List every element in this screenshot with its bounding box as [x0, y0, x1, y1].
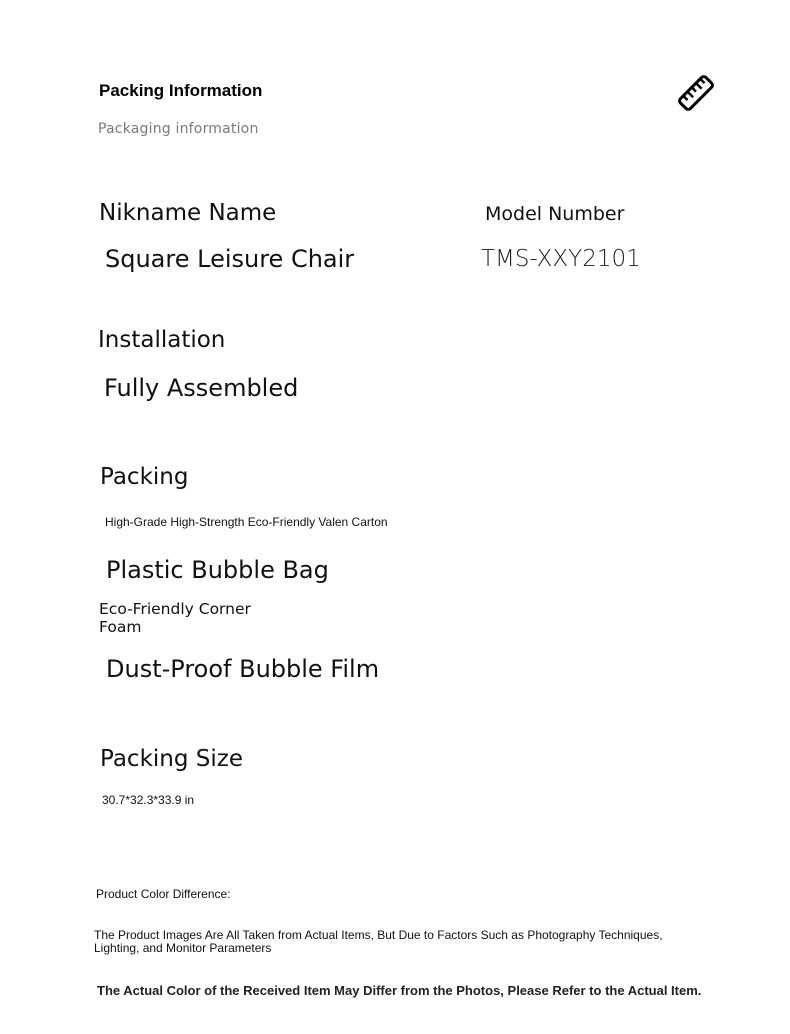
- color-difference-heading: Product Color Difference:: [96, 887, 231, 901]
- packing-size-label: Packing Size: [100, 746, 243, 772]
- color-difference-disclaimer: The Actual Color of the Received Item May Differ from the Photos, Please Refer to the Actual Item.: [97, 983, 702, 998]
- model-value: TMS-XXY2101: [481, 246, 641, 272]
- color-difference-note: The Product Images Are All Taken from Actual Items, But Due to Factors Such as Photography Techniques, Lighting, and Monitor Parameters: [94, 928, 663, 955]
- model-label: Model Number: [485, 203, 625, 225]
- packing-item: High-Grade High-Strength Eco-Friendly Valen Carton: [105, 515, 388, 529]
- name-value: Square Leisure Chair: [105, 245, 355, 273]
- section-title: Packing Information: [99, 81, 263, 100]
- packing-label: Packing: [100, 464, 189, 490]
- packing-item: Dust-Proof Bubble Film: [106, 655, 380, 683]
- installation-value: Fully Assembled: [104, 374, 299, 402]
- section-subtitle: Packaging information: [98, 121, 259, 137]
- name-label: Nikname Name: [99, 200, 277, 226]
- packing-size-value: 30.7*32.3*33.9 in: [102, 793, 195, 807]
- installation-label: Installation: [98, 327, 226, 353]
- packing-item: Eco-Friendly Corner Foam: [99, 600, 251, 636]
- packing-item: Plastic Bubble Bag: [106, 556, 329, 584]
- ruler-icon: [676, 73, 716, 118]
